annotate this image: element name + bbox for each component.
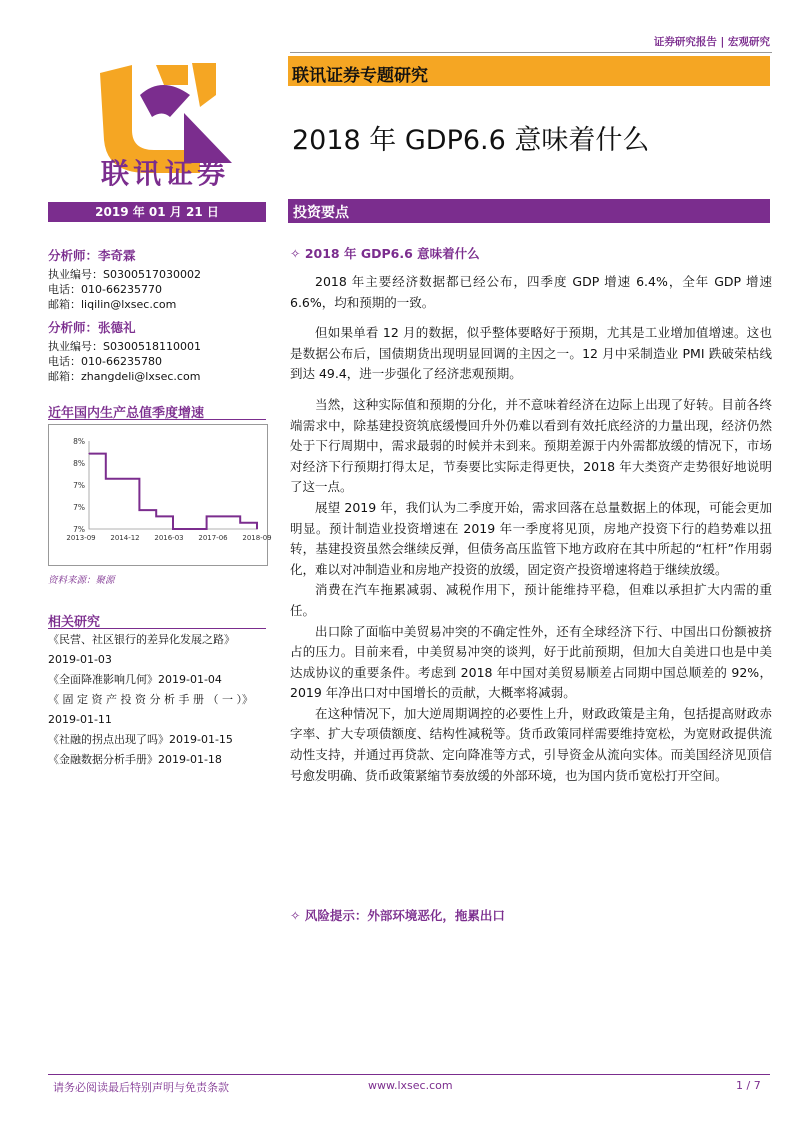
gdp-data-point [97,453,98,454]
gdp-data-point [198,528,199,529]
key-points-heading: 投资要点 [293,205,349,221]
paragraph: 2018 年主要经济数据都已经公布，四季度 GDP 增速 6.4%，全年 GDP 增速 6.6%，均和预期的一致。 [290,274,772,310]
analyst-phone: 电话：010-66235780 [48,355,162,368]
related-item: 2019-01-11 [48,713,112,726]
paragraph: 展望 2019 年，我们认为二季度开始，需求回落在总量数据上的体现，可能会更加明显。预计制造业投资增速在 2019 年一季度将见顶，房地产投资下行的趋势难以扭转，基建投资虽然会继续反弹，但债务高压监管下地方政府在其中所起的“杠杆”作用弱化，难以对冲制造业和房地产投资的放缓，固定资产投资增速将趋于继续放缓。 [290,499,772,577]
risk-warning: ✧ 风险提示：外部环境恶化，拖累出口 [290,908,505,923]
header-divider [290,52,772,53]
page-number: 1 / 7 [736,1079,761,1092]
analyst-license: 执业编号：S0300518110001 [48,340,201,353]
gdp-line-chart [49,425,272,565]
series-title: 联讯证券专题研究 [292,66,428,86]
gdp-data-point [240,522,241,523]
related-item: 2019-01-03 [48,653,112,666]
gdp-data-point [122,478,123,479]
related-research-heading: 相关研究 [48,615,101,630]
y-tick-label: 7% [73,525,85,534]
y-tick-label: 7% [73,503,85,512]
gdp-data-point [189,528,190,529]
gdp-data-point [139,510,140,511]
y-tick-label: 8% [73,437,85,446]
footer-disclaimer: 请务必阅读最后特别声明与免责条款 [53,1081,229,1094]
key-points-bar [288,199,770,223]
analyst-email[interactable]: 邮箱：zhangdeli@lxsec.com [48,370,201,383]
y-tick-label: 8% [73,459,85,468]
analyst-phone: 电话：010-66235770 [48,283,162,296]
footer-divider [48,1074,770,1075]
x-tick-label: 2017-06 [198,534,228,542]
paragraph: 当然，这种实际值和预期的分化，并不意味着经济在边际上出现了好转。目前各终端需求中，除基建投资筑底缓慢回升外仍难以看到有效托底经济的力量出现，经济仍然处于下行周期中，需求最弱的时候并未到来。预期差源于内外需都放缓的情况下，市场对经济下行预期打得太足，节奏要比实际走得更快，2018 年大类资产走势很好地说明了这一点。 [290,396,772,495]
gdp-data-point [147,510,148,511]
x-tick-label: 2014-12 [110,534,140,542]
related-item[interactable]: 《民营、社区银行的差异化发展之路》 [48,633,235,646]
report-title: 2018 年 GDP6.6 意味着什么 [292,125,650,156]
related-item[interactable]: 《社融的拐点出现了吗》2019-01-15 [48,733,233,746]
chart-title: 近年国内生产总值季度增速 [48,406,205,421]
gdp-data-point [164,516,165,517]
analyst-email[interactable]: 邮箱：liqilin@lxsec.com [48,298,177,311]
report-date: 2019 年 01 月 21 日 [48,202,266,222]
gdp-chart-frame [48,424,272,566]
x-tick-label: 2018-09 [242,534,272,542]
gdp-data-point [114,478,115,479]
report-category-tag: 证券研究报告 | 宏观研究 [653,36,770,48]
gdp-series-line [89,454,257,529]
chart-source: 资料来源：聚源 [48,575,115,586]
paragraph: 但如果单看 12 月的数据，似乎整体要略好于预期，尤其是工业增加值增速。这也是数据公布后，国债期货出现明显回调的主因之一。12 月中采制造业 PMI 跌破荣枯线到达 49.4，进一步强化了经济悲观预期。 [290,325,772,382]
gdp-data-point [156,516,157,517]
gdp-data-point [223,516,224,517]
analyst-block-1 [48,246,201,312]
related-item[interactable]: 《金融数据分析手册》2019-01-18 [48,753,222,766]
related-rule [48,628,266,629]
gdp-data-point [231,516,232,517]
gdp-data-point [256,528,257,529]
gdp-data-point [105,478,106,479]
gdp-data-point [214,516,215,517]
analyst-name: 分析师：张德礼 [48,320,136,335]
related-list [48,630,270,770]
logo-wordmark: 联讯证券 [100,157,229,190]
paragraph: 消费在汽车拖累减弱、减税作用下，预计能维持平稳，但难以承担扩大内需的重任。 [290,582,772,618]
y-tick-label: 7% [73,481,85,490]
footer-website[interactable]: www.lxsec.com [368,1079,453,1092]
related-item[interactable]: 《全面降准影响几何》2019-01-04 [48,673,222,686]
chart-title-rule [48,419,266,420]
related-item[interactable]: 《 固 定 资 产 投 资 分 析 手 册 （ 一 ）》 [48,693,253,706]
analyst-block-2 [48,318,201,384]
sub-heading: ✧ 2018 年 GDP6.6 意味着什么 [290,246,480,261]
analyst-license: 执业编号：S0300517030002 [48,268,201,281]
paragraph: 在这种情况下，加大逆周期调控的必要性上升，财政政策是主角，包括提高财政赤字率、扩大专项债额度、结构性减税等。货币政策同样需要维持宽松，为宽财政提供流动性支持，并通过再贷款、定向降准等方式，引导资金从流向实体。而美国经济见顶信号愈发明确、货币政策紧缩节奏放缓的外部环境，也为国内货币宽松打开空间。 [290,705,772,783]
x-tick-label: 2016-03 [154,534,184,542]
gdp-data-point [172,528,173,529]
gdp-data-point [248,522,249,523]
x-tick-label: 2013-09 [66,534,96,542]
gdp-data-point [130,478,131,479]
gdp-data-point [88,453,89,454]
analyst-name: 分析师：李奇霖 [48,248,136,263]
paragraph: 出口除了面临中美贸易冲突的不确定性外，还有全球经济下行、中国出口份额被挤占的压力。目前来看，中美贸易冲突的谈判，好于此前预期，但加大自美进口也是中美达成协议的重要条件。考虑到 2018 年中国对美贸易顺差占同期中国总顺差的 92%，2019 年净出口对中国增长的贡献，大概率将减弱。 [290,623,772,701]
gdp-data-point [206,516,207,517]
gdp-data-point [181,528,182,529]
main-content [290,244,772,786]
